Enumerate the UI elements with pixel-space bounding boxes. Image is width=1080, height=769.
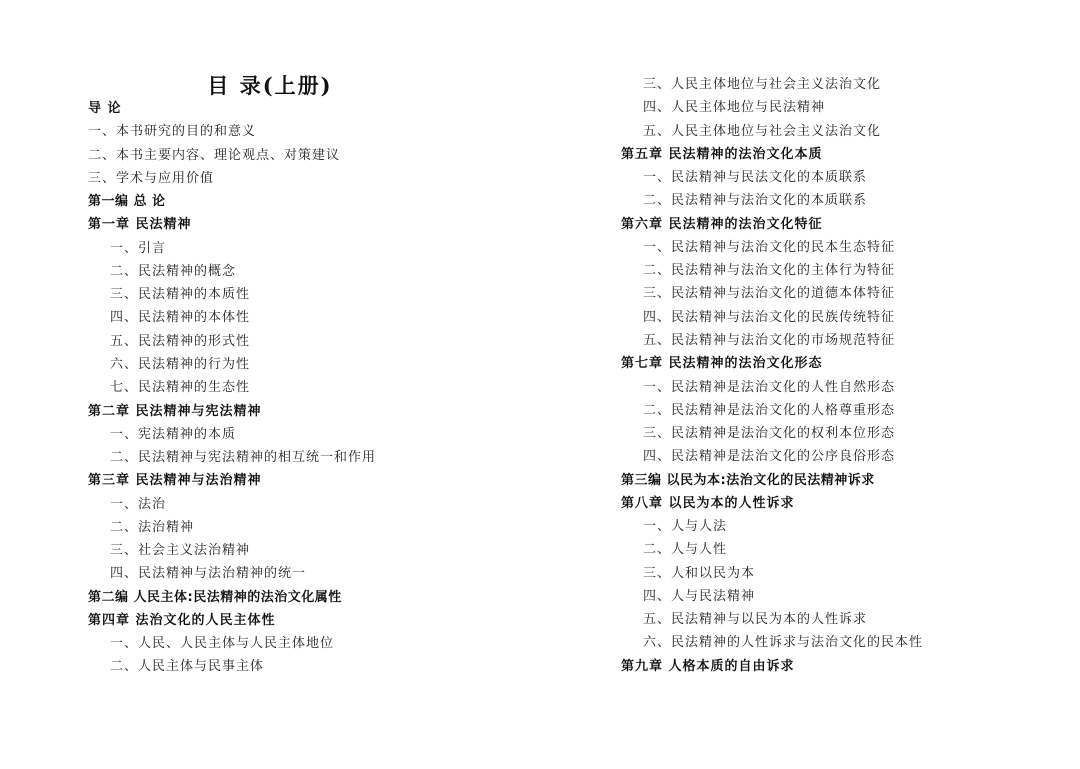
toc-entry: 一、人民、人民主体与人民主体地位 (110, 636, 335, 652)
toc-heading-chapter: 第六章 民法精神的法治文化特征 (621, 216, 823, 232)
toc-entry: 七、民法精神的生态性 (110, 380, 251, 396)
toc-entry: 三、民法精神与法治文化的道德本体特征 (643, 286, 896, 302)
toc-entry: 二、民法精神与法治文化的主体行为特征 (643, 263, 896, 279)
toc-entry: 二、人民主体与民事主体 (110, 659, 265, 675)
toc-heading-chapter: 第一章 民法精神 (88, 217, 192, 233)
toc-entry: 六、民法精神的行为性 (110, 356, 251, 372)
toc-entry: 五、人民主体地位与社会主义法治文化 (643, 123, 882, 139)
toc-entry: 二、本书主要内容、理论观点、对策建议 (88, 147, 341, 163)
toc-heading-chapter: 第九章 人格本质的自由诉求 (621, 658, 795, 674)
page-title: 目 录(上册) (207, 73, 333, 98)
toc-entry: 六、民法精神的人性诉求与法治文化的民本性 (643, 635, 924, 651)
toc-heading-chapter: 第七章 民法精神的法治文化形态 (621, 356, 823, 372)
toc-entry: 三、学术与应用价值 (88, 170, 215, 186)
toc-entry: 一、引言 (110, 240, 167, 256)
toc-entry: 二、民法精神与宪法精神的相互统一和作用 (110, 450, 377, 466)
toc-entry: 五、民法精神与以民为本的人性诉求 (643, 612, 868, 628)
toc-entry: 三、民法精神是法治文化的权利本位形态 (643, 426, 896, 442)
toc-entry: 二、民法精神与法治文化的本质联系 (643, 193, 868, 209)
toc-entry: 二、人与人性 (643, 542, 728, 558)
toc-entry: 一、宪法精神的本质 (110, 426, 237, 442)
toc-entry: 一、法治 (110, 496, 167, 512)
toc-entry: 四、民法精神的本体性 (110, 310, 251, 326)
toc-heading-part: 第三编 以民为本:法治文化的民法精神诉求 (621, 472, 875, 488)
toc-entry: 二、民法精神是法治文化的人格尊重形态 (643, 402, 896, 418)
toc-entry: 三、人民主体地位与社会主义法治文化 (643, 77, 882, 92)
toc-heading-part: 第一编 总 论 (88, 194, 166, 210)
toc-heading-chapter: 第二章 民法精神与宪法精神 (88, 403, 262, 419)
toc-entry: 一、民法精神与民法文化的本质联系 (643, 170, 868, 186)
toc-heading-chapter: 第八章 以民为本的人性诉求 (621, 495, 795, 511)
toc-entry: 一、民法精神是法治文化的人性自然形态 (643, 379, 896, 395)
toc-entry: 四、人民主体地位与民法精神 (643, 100, 826, 116)
toc-entry: 四、民法精神与法治精神的统一 (110, 566, 307, 582)
toc-heading-bold: 导 论 (88, 101, 122, 116)
toc-entry: 三、民法精神的本质性 (110, 287, 251, 303)
toc-entry: 一、本书研究的目的和意义 (88, 124, 257, 140)
toc-entry: 四、民法精神与法治文化的民族传统特征 (643, 309, 896, 325)
toc-heading-chapter: 第五章 民法精神的法治文化本质 (621, 146, 823, 162)
toc-entry: 五、民法精神的形式性 (110, 333, 251, 349)
toc-heading-part: 第二编 人民主体:民法精神的法治文化属性 (88, 589, 342, 605)
toc-entry: 一、人与人法 (643, 519, 728, 535)
toc-entry: 五、民法精神与法治文化的市场规范特征 (643, 332, 896, 348)
toc-heading-chapter: 第三章 民法精神与法治精神 (88, 473, 262, 489)
toc-heading-chapter: 第四章 法治文化的人民主体性 (88, 612, 276, 628)
toc-entry: 二、民法精神的概念 (110, 263, 237, 279)
toc-entry: 一、民法精神与法治文化的民本生态特征 (643, 239, 896, 255)
toc-entry: 三、社会主义法治精神 (110, 543, 251, 559)
toc-entry: 三、人和以民为本 (643, 565, 756, 581)
toc-entry: 四、民法精神是法治文化的公序良俗形态 (643, 449, 896, 465)
toc-entry: 二、法治精神 (110, 519, 195, 535)
toc-entry: 四、人与民法精神 (643, 588, 756, 604)
